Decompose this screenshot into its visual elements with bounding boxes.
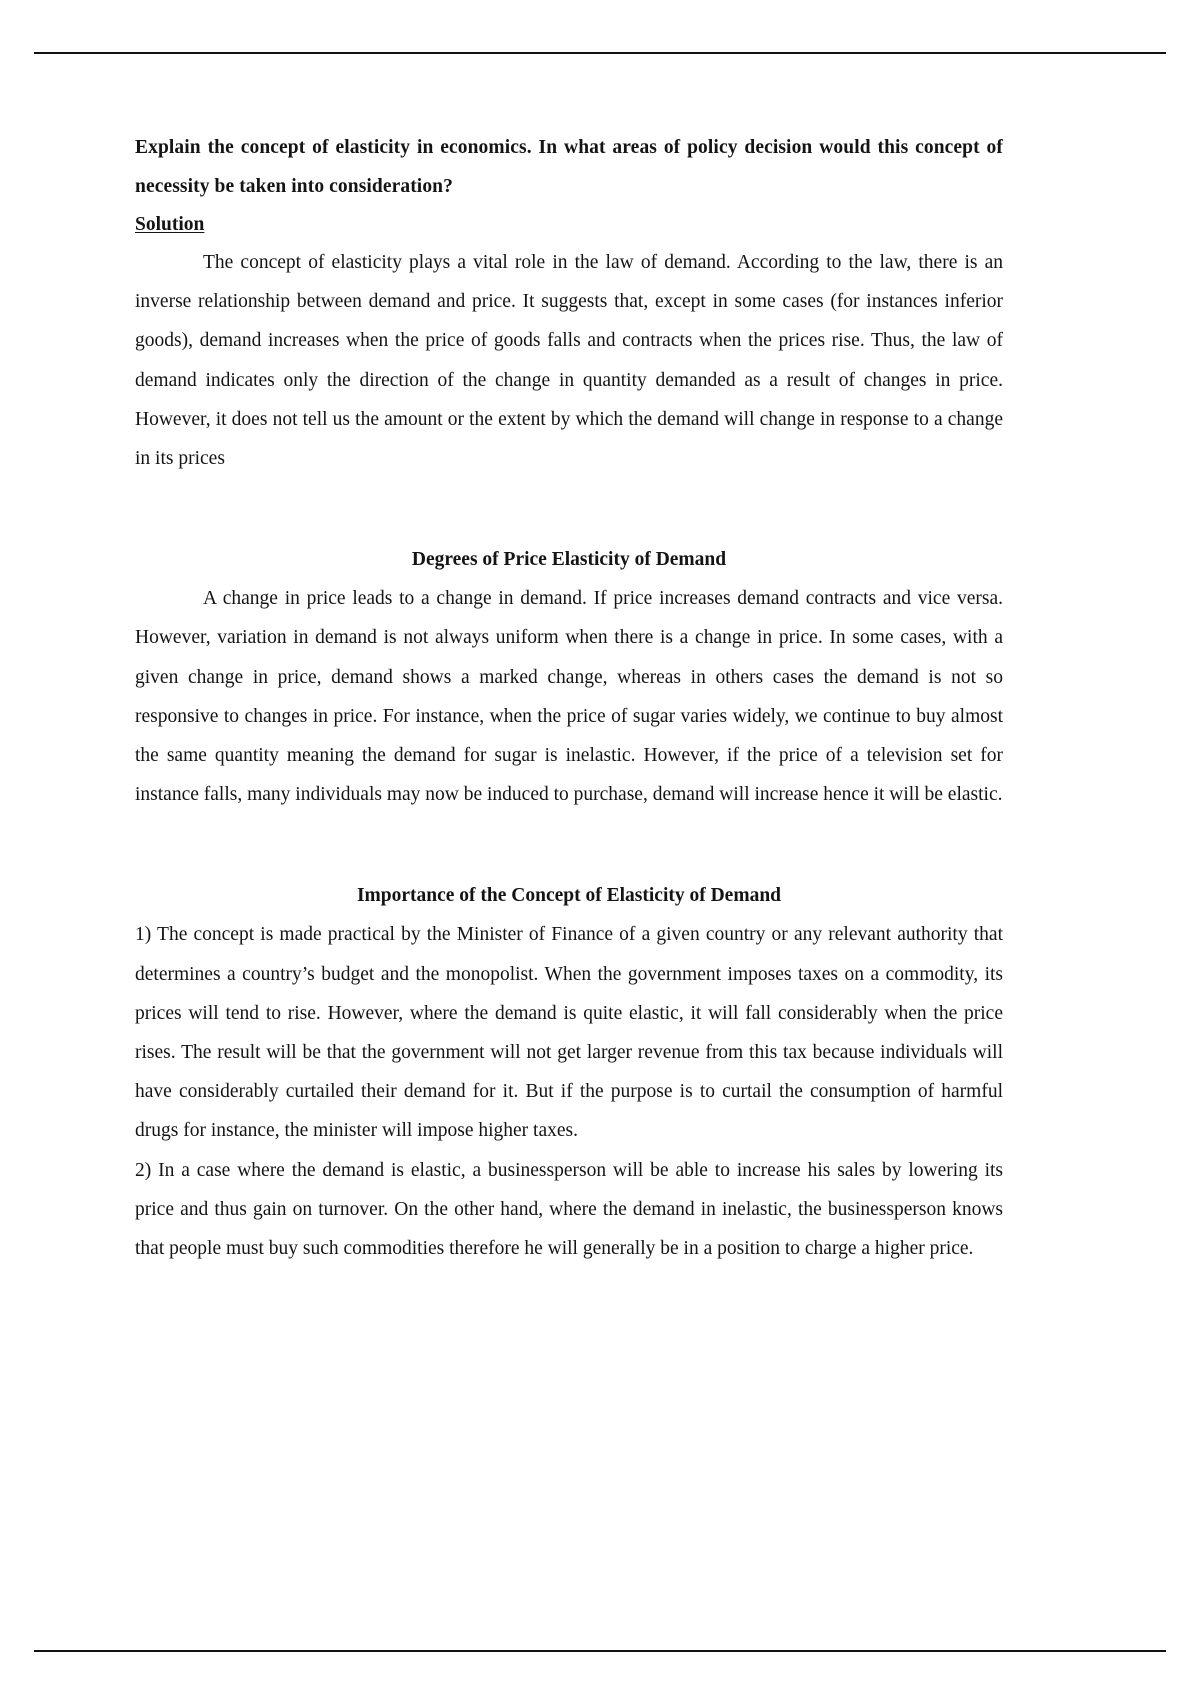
footer-rule [34, 1650, 1166, 1652]
paragraph-degrees: A change in price leads to a change in demand. If price increases demand contracts and vice versa. However, variation in demand is not always uniform when there is a change in price. In some cases, with a given change in price, demand shows a marked change, whereas in others cases the demand is not so responsive to changes in price. For instance, when the price of sugar varies widely, we continue to buy almost the same quantity meaning the demand for sugar is inelastic. However, if the price of a television set for instance falls, many individuals may now be induced to purchase, demand will increase hence it will be elastic. [135, 588, 1003, 806]
section-heading-degrees: Degrees of Price Elasticity of Demand [411, 549, 727, 571]
question-title: Explain the concept of elasticity in economics. In what areas of policy decision would this concept of necessity be taken into consideration? [135, 137, 1003, 197]
list-item-point-2: 2) In a case where the demand is elastic, a businessperson will be able to increase his sales by lowering its price and thus gain on turnover. On the other hand, where the demand in inelastic, the businessperson knows that people must buy such commodities therefore he will generally be in a position to charge a higher price. [135, 1159, 1003, 1260]
header-rule [34, 52, 1166, 54]
list-item-point-1: 1) The concept is made practical by the Minister of Finance of a given country or any relevant authority that determines a country’s budget and the monopolist. When the government imposes taxes on a commodity, its prices will tend to rise. However, where the demand is quite elastic, it will fall considerably when the price rises. The result will be that the government will not get larger revenue from this tax because individuals will have considerably curtailed their demand for it. But if the purpose is to curtail the consumption of harmful drugs for instance, the minister will impose higher taxes. [135, 924, 1003, 1142]
document-body [135, 128, 1003, 1268]
section-heading-importance: Importance of the Concept of Elasticity of Demand [356, 885, 782, 907]
paragraph-intro: The concept of elasticity plays a vital role in the law of demand. According to the law, there is an inverse relationship between demand and price. It suggests that, except in some cases (for instances inferior goods), demand increases when the price of goods falls and contracts when the prices rise. Thus, the law of demand indicates only the direction of the change in quantity demanded as a result of changes in price. However, it does not tell us the amount or the extent by which the demand will change in response to a change in its prices [135, 252, 1003, 470]
solution-heading-label: Solution [135, 214, 205, 235]
section-gap-2 [135, 814, 1003, 876]
solution-heading [135, 207, 1003, 243]
section-gap-1 [135, 478, 1003, 540]
